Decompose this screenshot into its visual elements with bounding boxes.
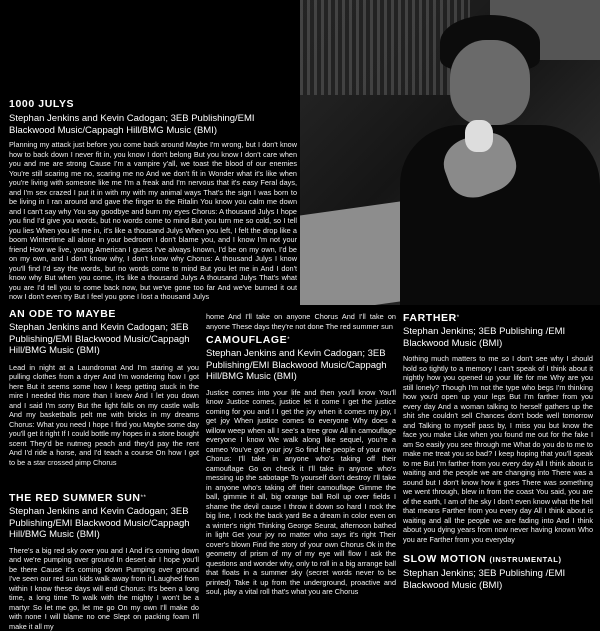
song-title: 1000 JULYS	[9, 98, 297, 110]
song-lyrics: home And I'll take on anyone Chorus And I'll take on anyone These days they're not done The red summer sun	[206, 312, 396, 331]
song-credits: Stephan Jenkins; 3EB Publishing /EMI Blackwood Music (BMI)	[403, 568, 593, 591]
footnote-mark: *	[457, 315, 460, 321]
song-credits: Stephan Jenkins and Kevin Cadogan; 3EB Publishing/EMI Blackwood Music/Cappagh Hill/BMG Music (BMI)	[9, 113, 297, 136]
song-credits: Stephan Jenkins and Kevin Cadogan; 3EB Publishing/EMI Blackwood Music/Cappagh Hill/BMG Music (BMI)	[206, 348, 396, 383]
song-lyrics: Justice comes into your life and then you'll know You'll know Justice comes, justice let it come I get the justice coming for you and I I get the joy when it comes my joy, I get joy When justice comes to everyone Why does a willow weep when all I see's a tree grow All in camouflage everyone I know We walk along like sequel, you're a cameo You've got your joy So find the people of your own Chorus: I'll take in anyone who's taking off their camouflage Go on check it I'll take in anyone who's messing up the sabotage To yourself don't destroy I'll take in anyone who's taking off their camouflage Gimme the ball, gimmie it all, big orange ball Roll up over fields I shame the devil cause I throw it down so hard I rock the big line, I rock the back yard Be a dream in color even on a winter's night Thinking George Seurat, afternoon bathed in light Get your joy no matter who says it's right Their cover's blown Find the story of your own Chorus Ok in the geometry of prism of my of my eye will flow I ask the questions and wonder why, only to roll in a big arrange ball that floats in a summer sky (secret words never to be printed) Take it up from the underground, proactive and soul, play a vital roll that's what you are Chorus	[206, 388, 396, 597]
song-title: THE RED SUMMER SUN**	[9, 492, 199, 504]
song-credits: Stephan Jenkins and Kevin Cadogan; 3EB Publishing/EMI Blackwood Music/Cappagh Hill/BMG Music (BMI)	[9, 506, 199, 541]
song-camouflage	[206, 334, 396, 597]
song-lyrics: Planning my attack just before you come back around Maybe I'm wrong, but I don't know how to back down I never fit in, you know I don't belong But you know I don't care when you and me are strong Cause I'm a vampire y'all, we toast the blood of our enemies You're still scaring me no, scaring me no And we don't fit in Wonder what it's like when you're living with someone like me I'm a freak and I'm nervous that it's easy Feral days, and I'm sex crazed I put it in with my with my animal ways That's the sign I was born to be living in I ran around and gave the finger to the Ritalin You know you calm me down and I can't say why You say goodbye and burn my eyes Chorus: A thousand Julys I hope you find I'd give you words, but no words come to mind But you turn me so cold, so I tell you lies When you let me in, it's like a thousand Julys When you left, I felt the drop like a boom Wintertime all alone in your bedroom I don't blame you, and I know I'm not your friend How we live, young American I guess I've always known, I'd be on my own, I'd be on my own, and I don't know why, I don't know why Chorus: A thousand Julys I know you'll find I'd say the words, but no words come to mind But you let me in And I don't know why But when you come, it's like a thousand Julys A thousand Julys That's what you are I'd tell you to come back now, but we've gone too far And we've burned it out now I don't even try But I feel you gone I lost a thousand Julys	[9, 140, 297, 302]
coffee-cup	[465, 120, 493, 152]
song-credits: Stephan Jenkins and Kevin Cadogan; 3EB Publishing/EMI Blackwood Music/Cappagh Hill/BMG Music (BMI)	[9, 322, 199, 357]
song-slow-motion	[403, 553, 593, 591]
song-the-red-summer-sun	[9, 492, 199, 631]
footnote-mark: *	[287, 337, 290, 343]
song-title: AN ODE TO MAYBE	[9, 308, 199, 320]
song-an-ode-to-maybe	[9, 308, 199, 467]
song-the-red-summer-sun-continued	[206, 312, 396, 331]
person-head	[450, 40, 530, 125]
song-1000-julys	[9, 98, 297, 302]
song-title: FARTHER*	[403, 312, 593, 324]
song-credits: Stephan Jenkins; 3EB Publishing /EMI Blackwood Music (BMI)	[403, 326, 593, 349]
song-lyrics: There's a big red sky over you and I And it's coming down and we're pumping over ground In desert air I hope you'll be there Cause it's coming down Pumping over ground I've seen our red sun kids walk away from it Laughed from within I know these days will end Chorus: It's been a long time, a long time To walk with the mighty I won't be a martyr So let me go, let me go On my own I'll make do with none I will blame no one Slept on packing foam I'll make it all my	[9, 546, 199, 631]
song-title: CAMOUFLAGE*	[206, 334, 396, 346]
song-lyrics: Nothing much matters to me so I don't see why I should hold so tightly to a memory I can't speak of I think about it nightly how you opened up your life for me Why are you still lonely? Though I'm not the type who begs I'm thinking how you'd open up your legs But I'm farther from you every day And a woman talking to herself gathers up the shit she couldn't sell Chances don't bode well tomorrow and Talking to myself pass by, I miss you but know the face you make Like when you found me out for the fake I am So easily you see through me What do you do to me to make me treat you so bad? I keep hoping that you'll speak to me But I'm farther from you every day All I think about is waiting and the people we are changing into There was a sound but I don't know how it goes There was something we went through, blew in from the coast You said, you are of the earth, I am of the sky I don't even know what the hell that means Farther from you every day All I think about is waiting and all the people we are fading into And I think about you dying years from now never having known Who you are Farther from you everyday	[403, 354, 593, 544]
song-title: SLOW MOTION (INSTRUMENTAL)	[403, 553, 593, 566]
song-subtitle: (INSTRUMENTAL)	[490, 555, 562, 564]
song-farther	[403, 312, 593, 544]
footnote-mark: **	[141, 495, 147, 501]
song-lyrics: Lead in night at a Laundromat And I'm staring at you pulling clothes from a dryer And I'm wondering how I got here But it seems some how I keep getting stuck in the mire I needed this more than I knew And I let you down and I said I'm sorry But the light falls on my castle walls And my basketballs pelt me with bricks in my dreams Chorus: What you need I hope I find you Maybe some day you'll get it right If I could bottle my hopes in a store bought scent They'd be nutmeg peach and they'd pay the rent And I'd ride a horse, and I'd teach a course On how I got to be a star crossed pimp Chorus	[9, 363, 199, 468]
studio-photo	[300, 0, 600, 305]
